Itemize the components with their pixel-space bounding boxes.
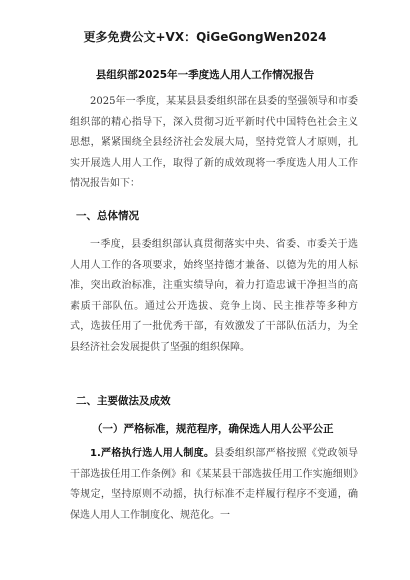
section-heading-practices: 二、主要做法及成效 (76, 395, 171, 407)
overview-paragraph: 一季度，县委组织部认真贯彻落实中央、省委、市委关于选人用人工作的各项要求，始终坚持德才兼备、以德为先的用人标准，突出政治标准，注重实绩导向，着力打造忠诚干净担当的高素质干部队伍。通过公开选拔、竞争上岗、民主推荐等多种方式，选拔任用了一批优秀干部，有效激发了干部队伍活力，为全县经济社会发展提供了坚强的组织保障。 (70, 239, 358, 353)
paragraph-lead-text: 1.严格执行选人用人制度。 (90, 448, 215, 459)
document-title: 县组织部2025年一季度选人用人工作情况报告 (95, 69, 315, 81)
section-heading-overview: 一、总体情况 (76, 210, 139, 222)
paragraph-body-text: 县委组织部严格按照《党政领导干部选拔任用工作条例》和《某某县干部选拔任用工作实施细则》等规定，坚持原则不动摇，执行标准不走样履行程序不变通，确保选人用人工作制度化、规范化。一 (70, 448, 358, 521)
watermark-text: 更多免费公文+VX：QiGeGongWen2024 (83, 30, 327, 44)
standards-paragraph (70, 444, 358, 526)
subsection-heading-standards: （一）严格标准，规范程序，确保选人用人公平公正 (92, 423, 334, 435)
intro-paragraph: 2025年一季度，某某县县委组织部在县委的坚强领导和市委组织部的精心指导下，深入贯彻习近平新时代中国特色社会主义思想，紧紧围绕全县经济社会发展大局，坚持党管人才原则，扎实开展选人用人工作，取得了新的成效现将一季度选人用人工作情况报告如下： (70, 96, 358, 189)
